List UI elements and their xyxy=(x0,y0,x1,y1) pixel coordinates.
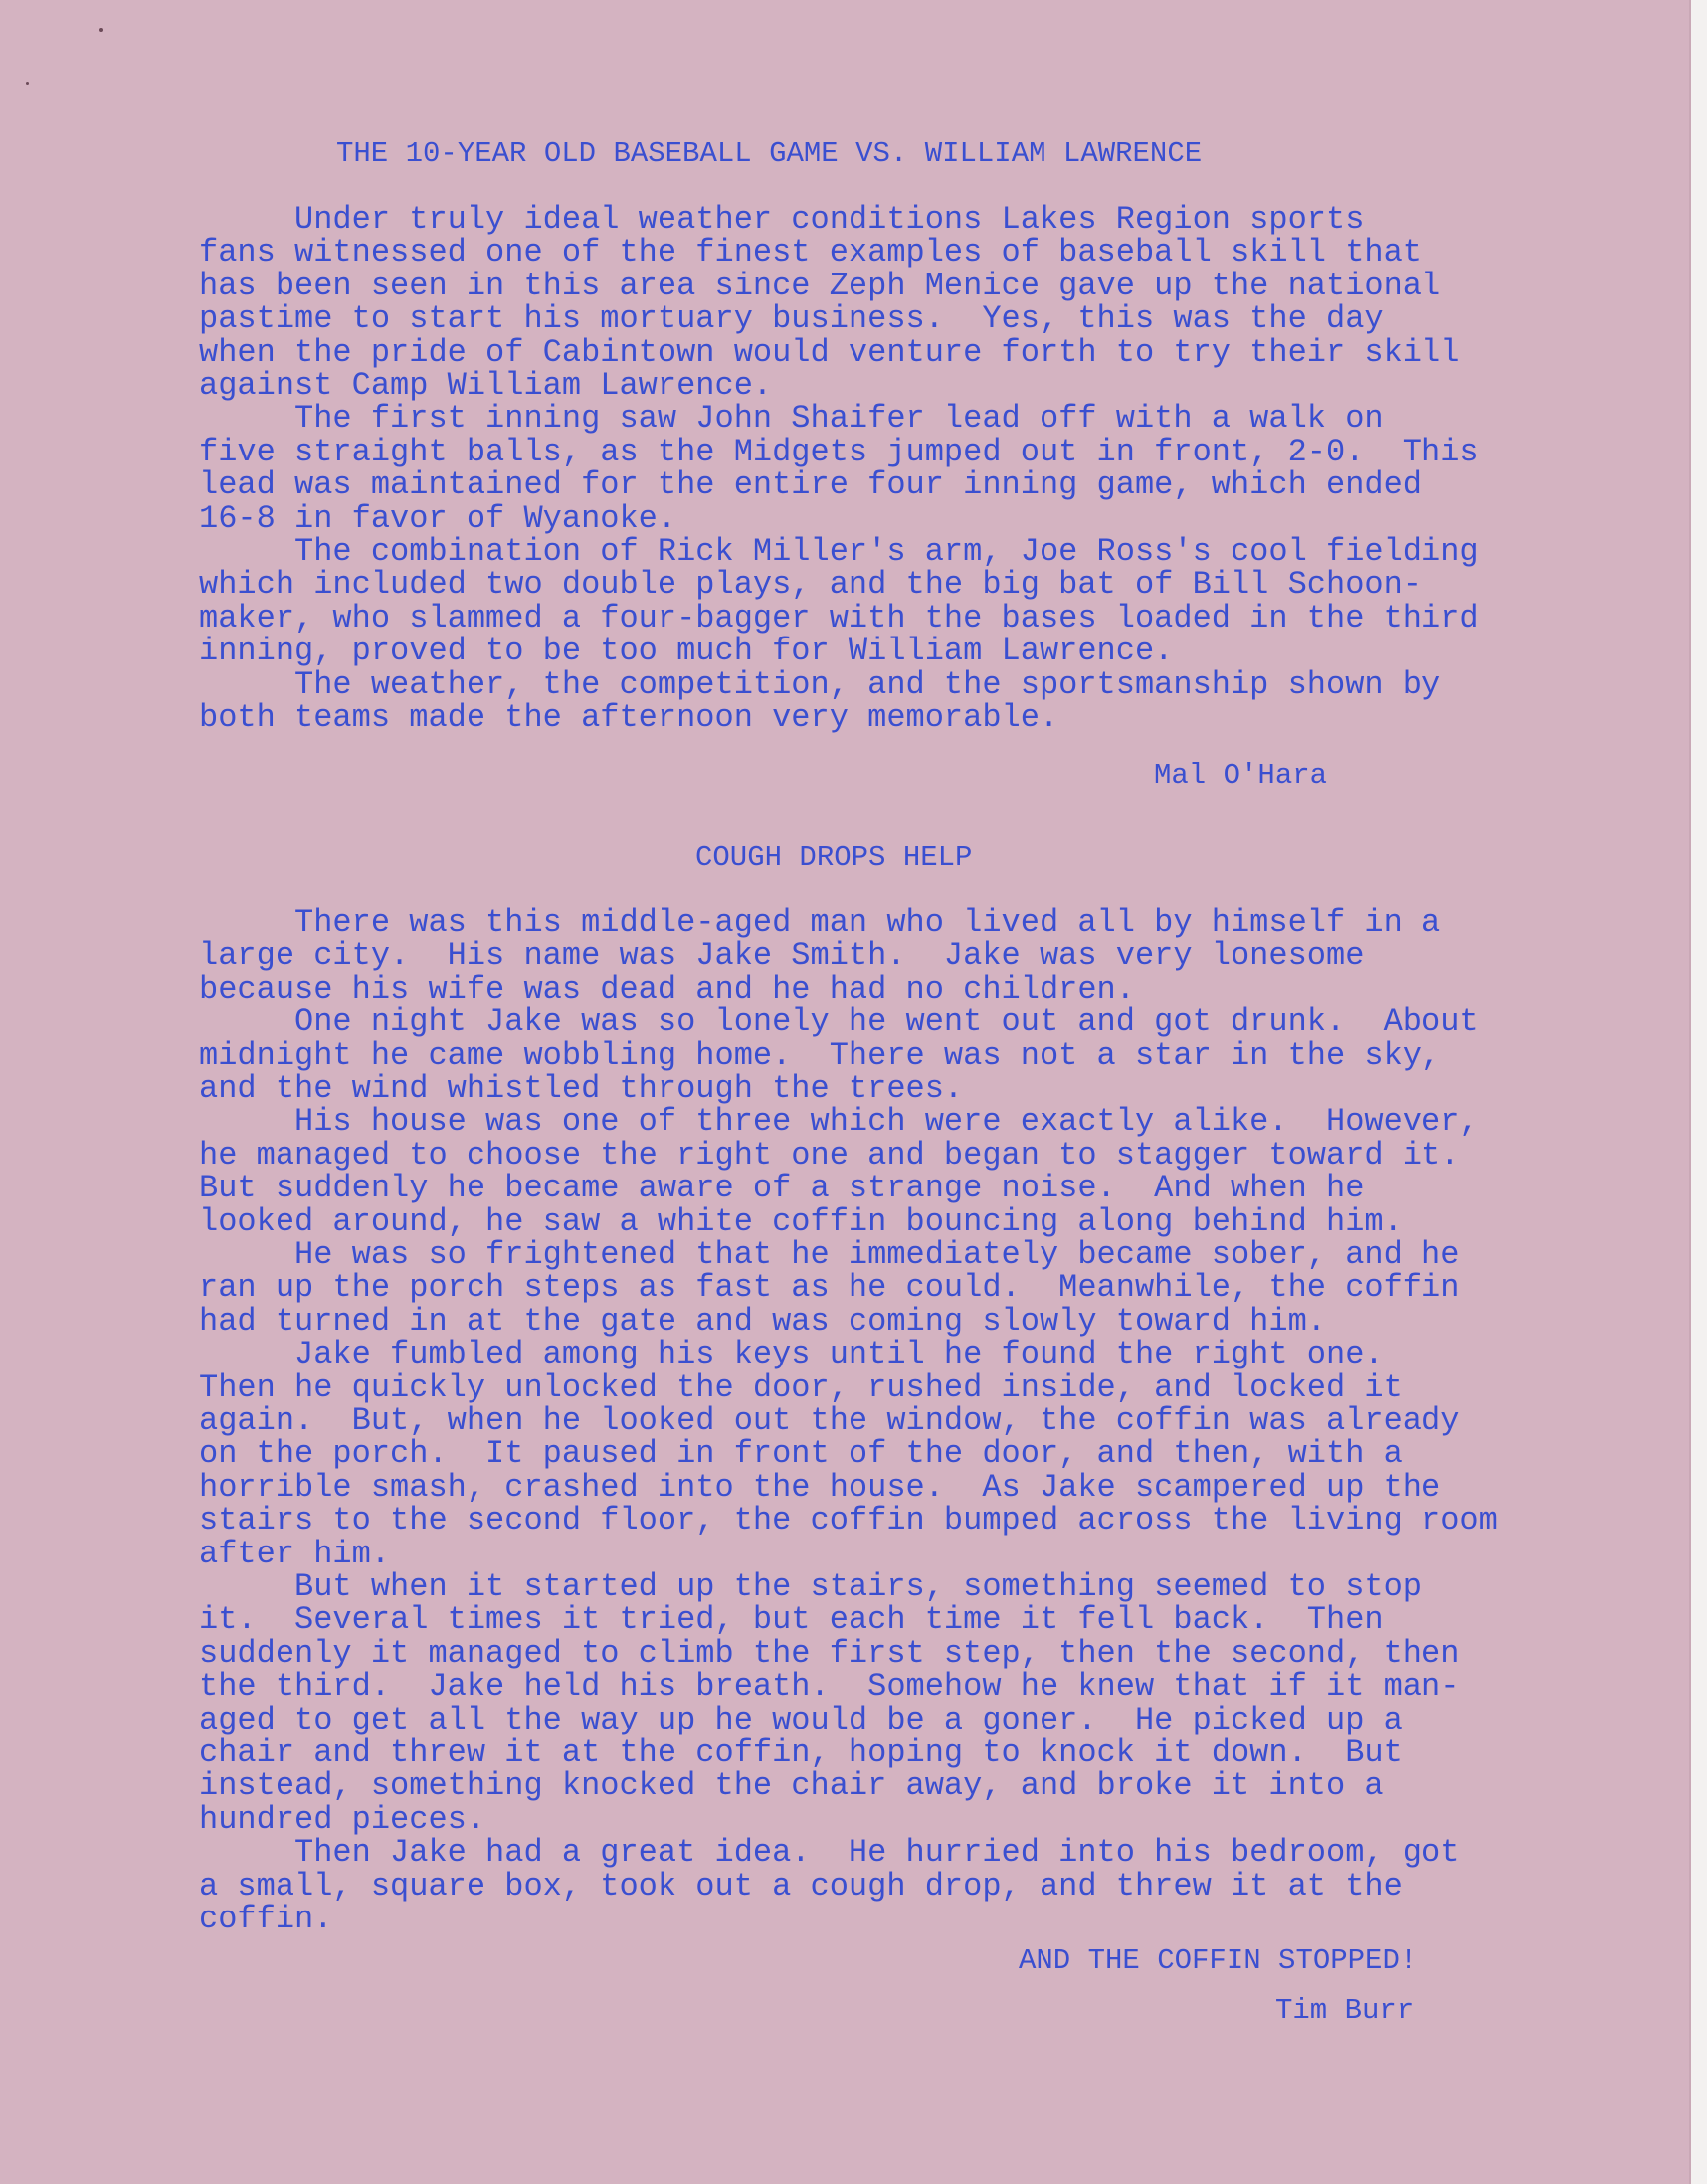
article2-line: His house was one of three which were exactly alike. However, xyxy=(199,1103,1479,1141)
article1-line: inning, proved to be too much for William Lawrence. xyxy=(199,633,1174,670)
paper-speck xyxy=(99,28,103,32)
article2-line: horrible smash, crashed into the house. As Jake scampered up the xyxy=(199,1468,1441,1506)
article1-line: The combination of Rick Miller's arm, Joe Ross's cool fielding xyxy=(199,533,1479,570)
article2-line: and the wind whistled through the trees. xyxy=(199,1070,964,1107)
article1-line: against Camp William Lawrence. xyxy=(199,367,773,404)
article2-line: One night Jake was so lonely he went out and got drunk. About xyxy=(199,1003,1479,1041)
article1-line: 16-8 in favor of Wyanoke. xyxy=(199,499,677,537)
article2-line: after him. xyxy=(199,1535,391,1572)
article1-line: has been seen in this area since Zeph Menice gave up the national xyxy=(199,267,1441,304)
article2-line: ran up the porch steps as fast as he could. Meanwhile, the coffin xyxy=(199,1269,1460,1307)
article1-line: five straight balls, as the Midgets jumped out in front, 2-0. This xyxy=(199,433,1479,470)
article1-author: Mal O'Hara xyxy=(1154,759,1328,792)
article1-line: both teams made the afternoon very memorable. xyxy=(199,699,1059,736)
article2-line: the third. Jake held his breath. Somehow he knew that if it man- xyxy=(199,1668,1460,1706)
article1-line: fans witnessed one of the finest examples of baseball skill that xyxy=(199,234,1422,272)
article1-line: The first inning saw John Shaifer lead off with a walk on xyxy=(199,400,1384,438)
article2-line: instead, something knocked the chair away, and broke it into a xyxy=(199,1767,1384,1805)
article2-punchline: AND THE COFFIN STOPPED! xyxy=(1019,1944,1418,1977)
article2-line: it. Several times it tried, but each time it fell back. Then xyxy=(199,1601,1384,1639)
article2-line: a small, square box, took out a cough drop, and threw it at the xyxy=(199,1867,1403,1905)
article2-line: suddenly it managed to climb the first step, then the second, then xyxy=(199,1634,1460,1672)
article2-line: Then Jake had a great idea. He hurried into his bedroom, got xyxy=(199,1834,1460,1872)
article2-line: But when it started up the stairs, something seemed to stop xyxy=(199,1568,1422,1605)
article2-line: again. But, when he looked out the window, the coffin was already xyxy=(199,1402,1460,1439)
article2-line: He was so frightened that he immediately became sober, and he xyxy=(199,1236,1460,1273)
article1-line: The weather, the competition, and the sportsmanship shown by xyxy=(199,665,1441,703)
article2-line: Jake fumbled among his keys until he found the right one. xyxy=(199,1336,1384,1373)
article2-author: Tim Burr xyxy=(1275,1994,1415,2027)
page-edge xyxy=(1691,0,1707,2184)
article2-line: midnight he came wobbling home. There was not a star in the sky, xyxy=(199,1036,1441,1074)
article2-line: because his wife was dead and he had no children. xyxy=(199,970,1135,1007)
article1-line: Under truly ideal weather conditions Lakes Region sports xyxy=(199,201,1365,238)
article2-line: But suddenly he became aware of a strange noise. And when he xyxy=(199,1170,1365,1207)
article2-line: There was this middle-aged man who lived all by himself in a xyxy=(199,904,1441,941)
article1-line: pastime to start his mortuary business. Yes, this was the day xyxy=(199,300,1384,338)
article2-line: stairs to the second floor, the coffin bumped across the living room xyxy=(199,1502,1498,1540)
article2-line: aged to get all the way up he would be a goner. He picked up a xyxy=(199,1701,1403,1738)
article2-line: hundred pieces. xyxy=(199,1800,486,1838)
article2-line: looked around, he saw a white coffin bouncing along behind him. xyxy=(199,1202,1403,1240)
article2-title: COUGH DROPS HELP xyxy=(695,841,973,874)
article2-line: had turned in at the gate and was coming slowly toward him. xyxy=(199,1302,1326,1340)
article1-line: maker, who slammed a four-bagger with the bases loaded in the third xyxy=(199,599,1479,637)
article2-line: on the porch. It paused in front of the door, and then, with a xyxy=(199,1435,1403,1473)
article2-line: he managed to choose the right one and began to stagger toward it. xyxy=(199,1136,1460,1174)
article1-line: lead was maintained for the entire four inning game, which ended xyxy=(199,466,1422,504)
paper-speck xyxy=(26,82,29,85)
article1-line: when the pride of Cabintown would venture forth to try their skill xyxy=(199,333,1460,371)
article1-title: THE 10-YEAR OLD BASEBALL GAME VS. WILLIAM LAWRENCE xyxy=(336,137,1203,170)
article1-line: which included two double plays, and the big bat of Bill Schoon- xyxy=(199,566,1422,604)
article2-line: chair and threw it at the coffin, hoping to knock it down. But xyxy=(199,1734,1403,1771)
article2-line: large city. His name was Jake Smith. Jake was very lonesome xyxy=(199,937,1365,975)
article2-line: coffin. xyxy=(199,1901,333,1937)
article2-line: Then he quickly unlocked the door, rushed inside, and locked it xyxy=(199,1368,1403,1406)
